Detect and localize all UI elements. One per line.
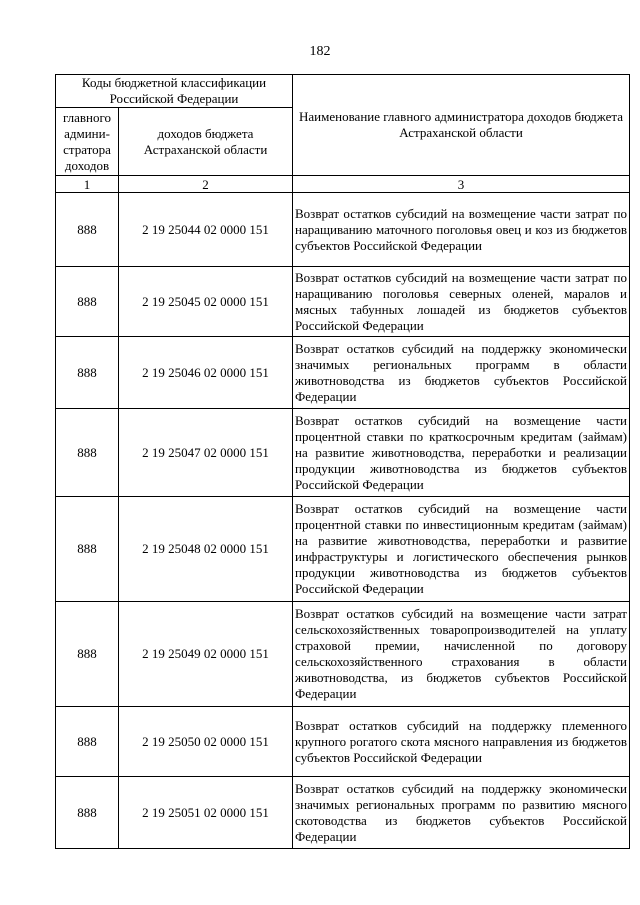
table-row xyxy=(56,777,630,849)
header-codes-group: Коды бюджетной классификации Российской Федерации xyxy=(56,75,293,108)
admin-code-cell: 888 xyxy=(56,193,119,267)
table-header xyxy=(56,75,630,193)
admin-code-cell: 888 xyxy=(56,777,119,849)
page-number: 182 xyxy=(309,44,331,59)
income-code-cell: 2 19 25049 02 0000 151 xyxy=(119,602,293,707)
table-body xyxy=(56,193,630,849)
income-name-cell: Возврат остатков субсидий на возмещение части процентной ставки по краткосрочным кредитам (займам) на развитие животноводства, переработки и реализации продукции животноводства из бюджетов субъектов Российской Федерации xyxy=(293,409,630,497)
table-row xyxy=(56,337,630,409)
admin-code-cell: 888 xyxy=(56,602,119,707)
income-name-cell: Возврат остатков субсидий на возмещение части затрат по наращиванию маточного поголовья овец и коз из бюджетов субъектов Российской Федерации xyxy=(293,193,630,267)
income-code-cell: 2 19 25048 02 0000 151 xyxy=(119,497,293,602)
budget-classification-table xyxy=(55,74,630,849)
header-name-column: Наименование главного администратора доходов бюджета Астраханской области xyxy=(293,75,630,176)
income-name-cell: Возврат остатков субсидий на поддержку племенного крупного рогатого скота мясного направления из бюджетов субъектов Российской Федерации xyxy=(293,707,630,777)
income-code-cell: 2 19 25047 02 0000 151 xyxy=(119,409,293,497)
table-row xyxy=(56,409,630,497)
income-code-cell: 2 19 25046 02 0000 151 xyxy=(119,337,293,409)
income-code-cell: 2 19 25051 02 0000 151 xyxy=(119,777,293,849)
column-number-1: 1 xyxy=(56,176,119,193)
income-code-cell: 2 19 25045 02 0000 151 xyxy=(119,267,293,337)
table-row xyxy=(56,707,630,777)
admin-code-cell: 888 xyxy=(56,409,119,497)
income-name-cell: Возврат остатков субсидий на возмещение части затрат сельскохозяйственных товаропроизводителей на уплату страховой премии, начисленной по договору сельскохозяйственного страхования в области животноводства, из бюджетов субъектов Российской Федерации xyxy=(293,602,630,707)
table-row xyxy=(56,267,630,337)
table-row xyxy=(56,602,630,707)
admin-code-cell: 888 xyxy=(56,497,119,602)
income-code-cell: 2 19 25050 02 0000 151 xyxy=(119,707,293,777)
income-name-cell: Возврат остатков субсидий на поддержку экономически значимых региональных программ в области животноводства из бюджетов субъектов Российской Федерации xyxy=(293,337,630,409)
table-row xyxy=(56,497,630,602)
income-code-cell: 2 19 25044 02 0000 151 xyxy=(119,193,293,267)
admin-code-cell: 888 xyxy=(56,267,119,337)
header-income-column: доходов бюджета Астраханской области xyxy=(119,108,293,176)
column-number-2: 2 xyxy=(119,176,293,193)
income-name-cell: Возврат остатков субсидий на поддержку экономически значимых региональных программ по развитию мясного скотоводства из бюджетов субъектов Российской Федерации xyxy=(293,777,630,849)
column-number-3: 3 xyxy=(293,176,630,193)
table-row xyxy=(56,193,630,267)
admin-code-cell: 888 xyxy=(56,707,119,777)
admin-code-cell: 888 xyxy=(56,337,119,409)
income-name-cell: Возврат остатков субсидий на возмещение части затрат по наращиванию поголовья северных оленей, маралов и мясных табунных лошадей из бюджетов субъектов Российской Федерации xyxy=(293,267,630,337)
income-name-cell: Возврат остатков субсидий на возмещение части процентной ставки по инвестиционным кредитам (займам) на развитие животноводства, переработки и развитие инфраструктуры и логистического обеспечения рынков продукции животноводства из бюджетов субъектов Российской Федерации xyxy=(293,497,630,602)
header-admin-column: главного админи-стратора доходов xyxy=(56,108,119,176)
